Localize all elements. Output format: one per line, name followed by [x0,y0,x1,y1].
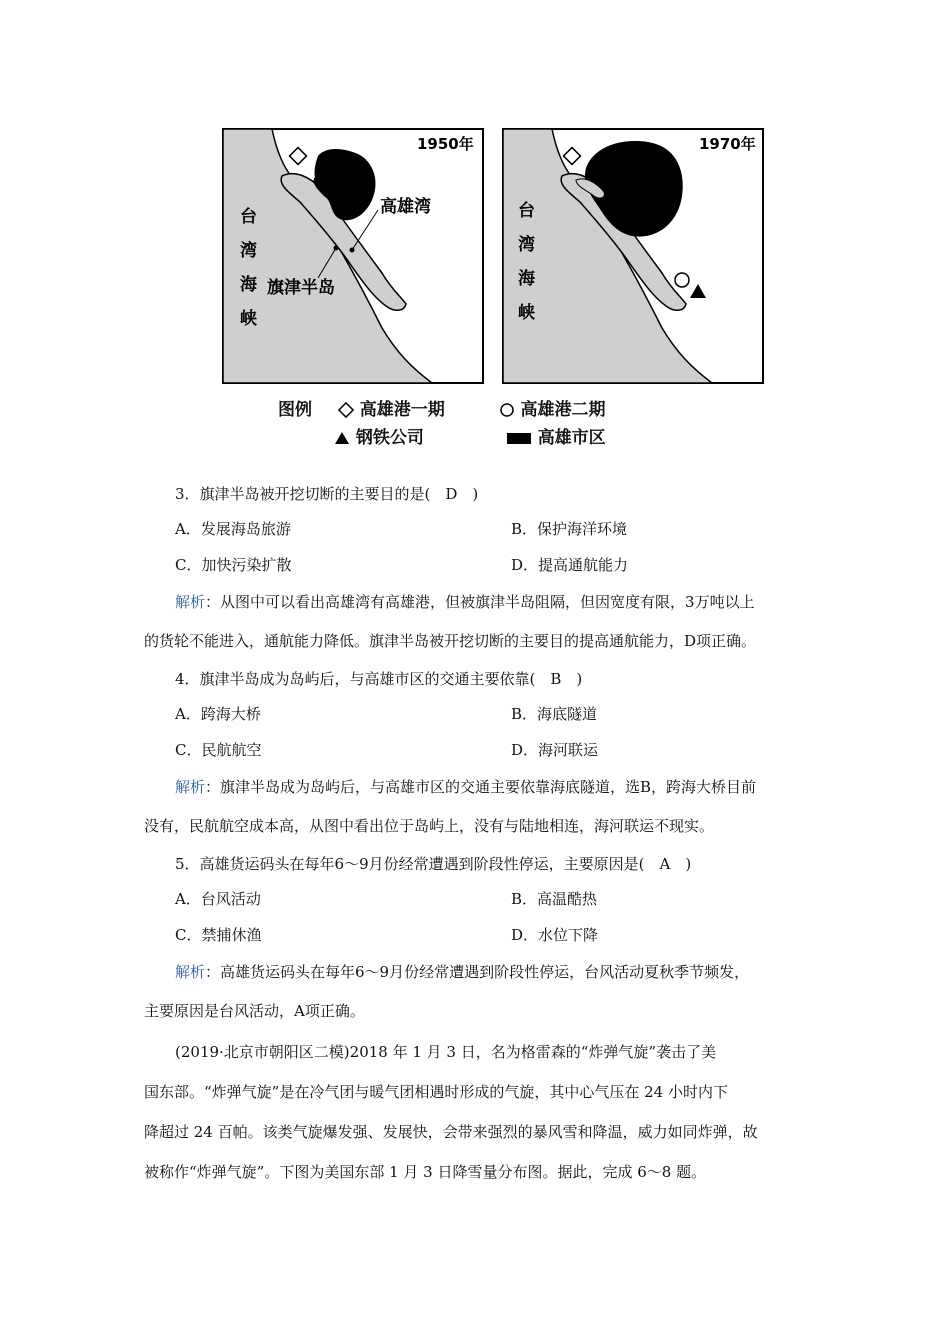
q4-analysis-label: 解析 [175,778,206,796]
map2-strait-3: 海 [518,269,535,289]
map2-strait-1: 台 [518,201,535,221]
q4-option-b: B．海底隧道 [511,705,598,723]
intro-line-3: 降超过 24 百帕。该类气旋爆发强、发展快，会带来强烈的暴风雪和降温，威力如同炸弹，故 [144,1123,758,1141]
q3-stem: 3．旗津半岛被开挖切断的主要目的是( D ) [175,485,479,503]
map2-year: 1970年 [699,135,756,153]
legend-title: 图例 [278,400,312,420]
q3-analysis-label: 解析 [175,593,206,611]
map1-year: 1950年 [417,135,474,153]
diamond-icon [338,402,354,418]
q5-analysis-2: 主要原因是台风活动，A项正确。 [144,1002,365,1020]
q3-option-d: D．提高通航能力 [511,556,629,574]
q5-stem: 5．高雄货运码头在每年6～9月份经常遭遇到阶段性停运，主要原因是( A ) [175,855,692,873]
map-1970 [502,128,764,384]
map1-strait-1: 台 [240,207,257,227]
legend-row-2 [334,423,606,448]
q5-analysis-1: 解析：高雄货运码头在每年6～9月份经常遭遇到阶段性停运，台风活动夏秋季节频发， [175,963,750,981]
map2-strait-2: 湾 [518,235,535,255]
legend-item-urban: 高雄市区 [537,428,606,448]
legend-item-port-phase1: 高雄港一期 [359,400,445,420]
q3-option-c: C．加快污染扩散 [175,556,292,574]
legend-item-steel: 钢铁公司 [355,428,424,448]
map1-peninsula-label: 旗津半岛 [267,278,335,298]
q5-option-d: D．水位下降 [511,926,599,944]
q3-analysis-2: 的货轮不能进入，通航能力降低。旗津半岛被开挖切断的主要目的提高通航能力，D项正确。 [144,632,757,650]
q5-option-a: A．台风活动 [175,890,261,908]
q5-option-c: C．禁捕休渔 [175,926,262,944]
map2-strait-4: 峡 [518,303,535,323]
map1-bay-label: 高雄湾 [380,197,431,217]
q3-analysis-1: 解析：从图中可以看出高雄湾有高雄港，但被旗津半岛阻隔，但因宽度有限，3万吨以上 [175,593,755,611]
map1-strait-3: 海 [240,275,257,295]
intro-line-1: (2019·北京市朝阳区二模)2018 年 1 月 3 日，名为格雷森的“炸弹气旋”袭击了美 [175,1043,717,1061]
q4-analysis-2: 没有，民航航空成本高，从图中看出位于岛屿上，没有与陆地相连，海河联运不现实。 [144,817,715,835]
filled-rect-icon [506,431,532,445]
intro-line-4: 被称作“炸弹气旋”。下图为美国东部 1 月 3 日降雪量分布图。据此，完成 6～8 题。 [144,1163,707,1181]
map1-strait-4: 峡 [240,309,257,329]
triangle-icon [334,430,350,446]
q4-stem: 4．旗津半岛成为岛屿后，与高雄市区的交通主要依靠( B ) [175,670,583,688]
q4-option-a: A．跨海大桥 [175,705,261,723]
map-1950 [222,128,484,384]
q5-option-b: B．高温酷热 [511,890,598,908]
circle-icon [499,402,515,418]
q3-option-b: B．保护海洋环境 [511,520,628,538]
q3-option-a: A．发展海岛旅游 [175,520,291,538]
legend-row-1 [278,395,606,420]
q4-option-c: C．民航航空 [175,741,262,759]
intro-line-2: 国东部。“炸弹气旋”是在冷气团与暖气团相遇时形成的气旋，其中心气压在 24 小时内下 [144,1083,728,1101]
q4-option-d: D．海河联运 [511,741,599,759]
q4-analysis-1: 解析：旗津半岛成为岛屿后，与高雄市区的交通主要依靠海底隧道，选B，跨海大桥目前 [175,778,757,796]
map1-strait-2: 湾 [240,241,257,261]
q5-analysis-label: 解析 [175,963,206,981]
legend-item-port-phase2: 高雄港二期 [520,400,606,420]
